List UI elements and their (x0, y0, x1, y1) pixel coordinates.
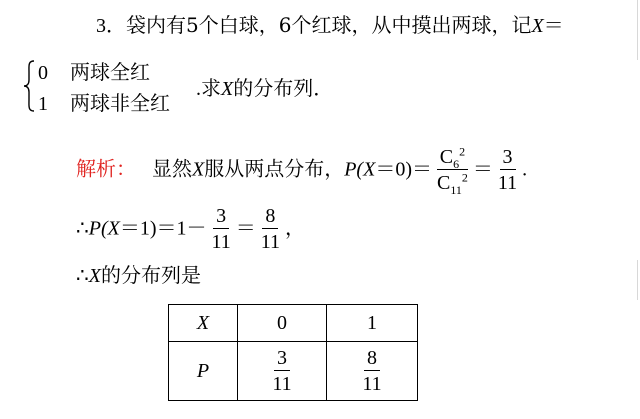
case-description: 两球非全红 (70, 91, 170, 115)
left-brace-icon (22, 60, 36, 112)
problem-number: 3． (96, 15, 126, 37)
expr-rest: ＝0)＝ (375, 158, 432, 181)
solution-text-a: 显然 (152, 156, 192, 181)
table-cell (327, 342, 418, 401)
solution-line (76, 144, 528, 197)
fraction-denominator: $C_{11}^2$ (437, 170, 468, 197)
right-edge-divider (637, 260, 638, 300)
probability-line (76, 206, 305, 252)
suffix-text-b: 的分布列． (233, 76, 334, 100)
expr-rest: ＝1)＝1－ (119, 217, 207, 240)
case-value: 1 (38, 93, 48, 115)
distribution-text: 的分布列是 (100, 263, 201, 287)
expr-variable: X (107, 217, 120, 240)
table-row-label: P (169, 342, 238, 401)
combination-fraction (434, 144, 471, 197)
fraction-numerator: 3 (274, 348, 290, 371)
case-description: 两球全红 (70, 60, 150, 84)
table-row (169, 342, 418, 401)
therefore-symbol: ∴ (76, 215, 89, 240)
solution-variable: X (192, 158, 205, 181)
fraction-eight-elevenths (258, 206, 283, 252)
end-dot: . (522, 158, 528, 181)
expr-p: P( (344, 158, 364, 181)
problem-statement (96, 13, 564, 38)
fraction-denominator: 11 (497, 172, 518, 194)
solution-text-b: 服从两点分布， (204, 156, 345, 181)
fraction-numerator: 3 (500, 147, 516, 170)
suffix-text-a: 求 (201, 76, 221, 100)
problem-variable: X (531, 15, 544, 37)
expr-p: P( (88, 217, 108, 240)
fraction-denominator: 11 (362, 373, 382, 395)
suffix-variable: X (221, 78, 234, 100)
table-row (169, 305, 418, 342)
solution-label: 解析： (76, 156, 136, 181)
table-cell: 0 (238, 305, 327, 342)
problem-request (196, 76, 333, 101)
fraction-denominator: 11 (211, 231, 231, 253)
problem-text: 袋内有5个白球，6个红球，从中摸出两球，记 (126, 13, 532, 37)
distribution-table (168, 304, 418, 401)
table-cell: 1 (327, 305, 418, 342)
table-cell (238, 342, 327, 401)
fraction-numerator: $C_6^2$ (437, 147, 468, 170)
case-row-1 (38, 91, 170, 116)
fraction-three-elevenths (269, 348, 294, 394)
fraction-three-elevenths (209, 206, 234, 252)
fraction-denominator: 11 (260, 231, 281, 253)
fraction-denominator: 11 (272, 373, 292, 395)
therefore-symbol: ∴ (76, 263, 89, 287)
equals-sign: ＝ (235, 217, 256, 240)
problem-equals: ＝ (543, 13, 564, 37)
distribution-variable: X (88, 265, 101, 287)
fraction-numerator: 8 (262, 206, 278, 229)
case-value: 0 (38, 62, 48, 84)
case-row-0 (38, 60, 150, 85)
fraction-eight-elevenths (359, 348, 384, 394)
distribution-intro (76, 263, 201, 288)
fraction-numerator: 3 (213, 206, 229, 229)
fraction-numerator: 8 (364, 348, 380, 371)
suffix-dot: . (196, 78, 201, 100)
fraction-three-elevenths (495, 147, 520, 193)
right-edge-divider (637, 0, 638, 60)
table-header-label: X (169, 305, 238, 342)
expr-variable: X (363, 158, 376, 181)
equals-sign: ＝ (472, 158, 493, 181)
end-comma: ， (285, 215, 306, 240)
